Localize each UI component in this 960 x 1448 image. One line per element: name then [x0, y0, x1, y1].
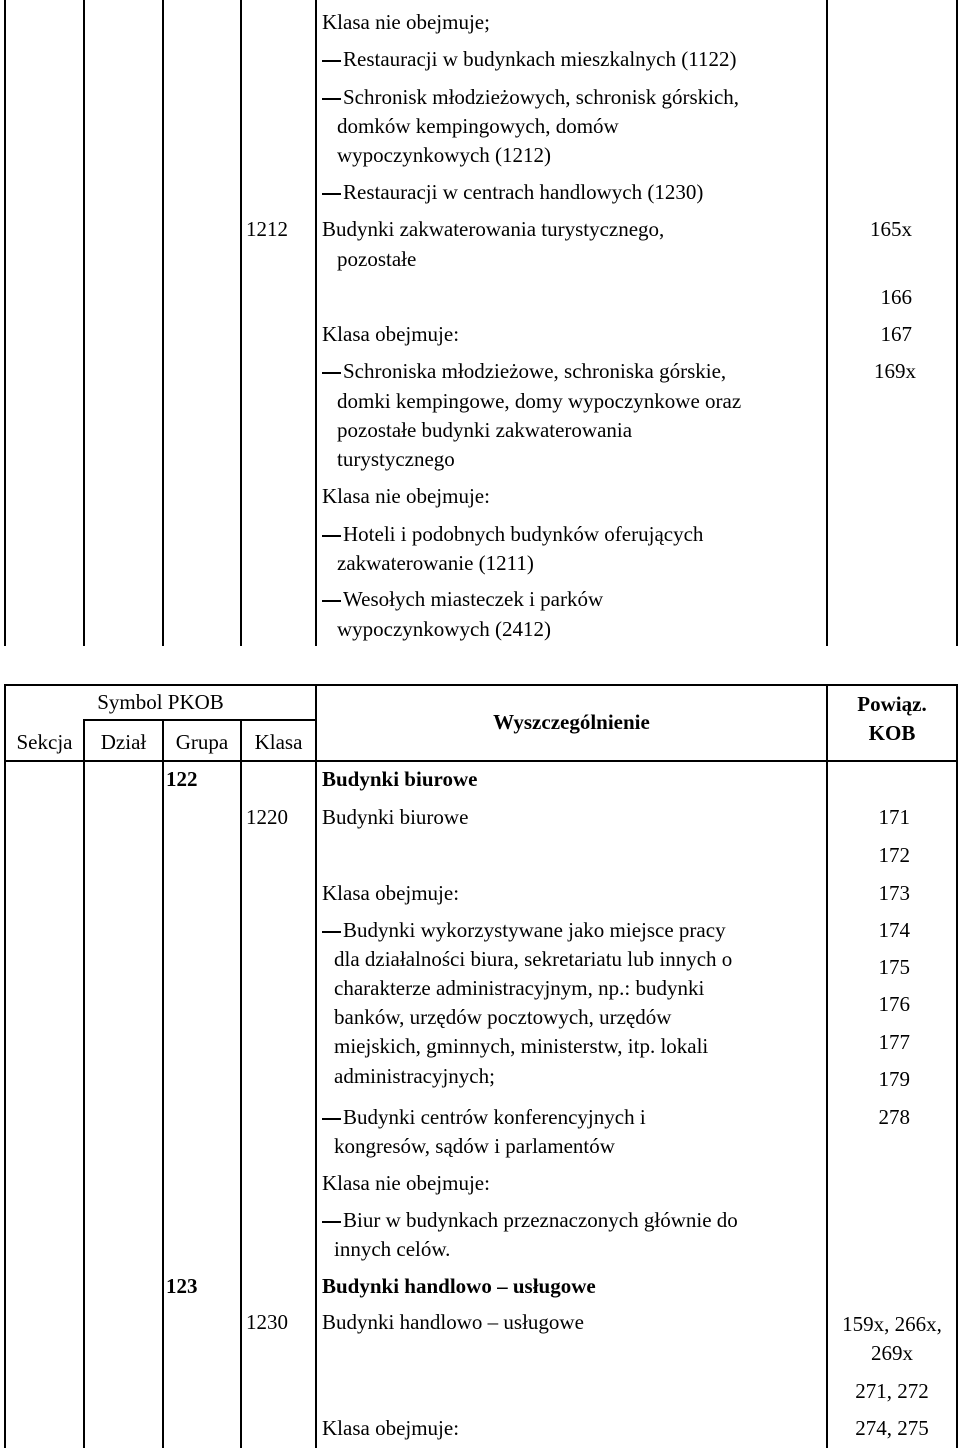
kob-value: 173: [878, 881, 910, 905]
class-name: Budynki zakwaterowania turystycznego,: [322, 217, 665, 241]
kob-value: 171: [878, 805, 910, 829]
header-grupa: Grupa: [175, 730, 229, 754]
list-item: wypoczynkowych (1212): [337, 143, 552, 167]
header-symbol: Symbol PKOB: [97, 690, 224, 714]
header-kob: KOB: [868, 721, 916, 745]
list-dash: [322, 535, 341, 537]
list-dash: [322, 1221, 341, 1223]
kob-value: 166: [880, 285, 912, 309]
kob-value: 165x: [870, 217, 912, 241]
class-code: 1230: [246, 1310, 288, 1334]
list-item: domki kempingowe, domy wypoczynkowe oraz: [337, 389, 742, 413]
kob-value: 176: [878, 992, 910, 1016]
list-item: Schroniska młodzieżowe, schroniska górskie,: [343, 359, 727, 383]
class-code: 1220: [246, 805, 288, 829]
list-item: banków, urzędów pocztowych, urzędów: [334, 1005, 672, 1029]
group-name: Budynki handlowo – usługowe: [322, 1274, 596, 1298]
list-item: dla działalności biura, sekretariatu lub innych o: [334, 947, 733, 971]
list-item: turystycznego: [337, 447, 455, 471]
kob-value: 177: [878, 1030, 910, 1054]
list-dash: [322, 372, 341, 374]
list-item: kongresów, sądów i parlamentów: [334, 1134, 615, 1158]
list-dash: [322, 931, 341, 933]
list-item: innych celów.: [334, 1237, 451, 1261]
excludes-label: Klasa nie obejmuje:: [322, 1171, 490, 1195]
group-code: 122: [166, 767, 198, 791]
header-sekcja: Sekcja: [16, 730, 73, 754]
header-dzial: Dział: [100, 730, 147, 754]
kob-value: 174: [878, 918, 910, 942]
kob-value: 179: [878, 1067, 910, 1091]
class-name: pozostałe: [337, 247, 417, 271]
list-item: Budynki centrów konferencyjnych i: [343, 1105, 646, 1129]
includes-label: Klasa obejmuje:: [322, 881, 460, 905]
list-dash: [322, 98, 341, 100]
class-name: Budynki biurowe: [322, 805, 469, 829]
list-item: charakterze administracyjnym, np.: budynki: [334, 976, 705, 1000]
list-item: pozostałe budynki zakwaterowania: [337, 418, 633, 442]
list-item: Biur w budynkach przeznaczonych głównie do: [343, 1208, 738, 1232]
kob-value: 271, 272: [855, 1379, 929, 1403]
list-dash: [322, 60, 341, 62]
list-item: Budynki wykorzystywane jako miejsce pracy: [343, 918, 726, 942]
excludes-label: Klasa nie obejmuje:: [322, 484, 490, 508]
list-item: Restauracji w centrach handlowych (1230): [343, 180, 704, 204]
list-item: miejskich, gminnych, ministerstw, itp. lokali: [334, 1034, 709, 1058]
header-powiaz: Powiąz.: [857, 692, 927, 716]
list-item: Restauracji w budynkach mieszkalnych (1122): [343, 47, 737, 71]
kob-value: 172: [878, 843, 910, 867]
list-dash: [322, 1118, 341, 1120]
list-item: Hoteli i podobnych budynków oferujących: [343, 522, 704, 546]
class-name: Budynki handlowo – usługowe: [322, 1310, 584, 1334]
kob-value: 167: [880, 322, 912, 346]
kob-value: 269x: [871, 1341, 913, 1365]
kob-value: 159x, 266x,: [842, 1312, 942, 1336]
includes-label: Klasa obejmuje:: [322, 1416, 460, 1440]
kob-value: 175: [878, 955, 910, 979]
header-wyszczegolnienie: Wyszczególnienie: [493, 710, 650, 734]
list-item: administracyjnych;: [334, 1064, 495, 1088]
kob-value: 169x: [874, 359, 916, 383]
list-item: domków kempingowych, domów: [337, 114, 619, 138]
list-dash: [322, 600, 341, 602]
list-dash: [322, 193, 341, 195]
list-item: Wesołych miasteczek i parków: [343, 587, 604, 611]
list-item: Schronisk młodzieżowych, schronisk górskich,: [343, 85, 740, 109]
kob-value: 274, 275: [855, 1416, 929, 1440]
kob-value: 278: [878, 1105, 910, 1129]
list-item: wypoczynkowych (2412): [337, 617, 552, 641]
group-name: Budynki biurowe: [322, 767, 478, 791]
group-code: 123: [166, 1274, 198, 1298]
includes-label: Klasa obejmuje:: [322, 322, 460, 346]
list-item: zakwaterowanie (1211): [337, 551, 534, 575]
excludes-intro: Klasa nie obejmuje;: [322, 10, 490, 34]
class-code: 1212: [246, 217, 288, 241]
header-klasa: Klasa: [254, 730, 303, 754]
